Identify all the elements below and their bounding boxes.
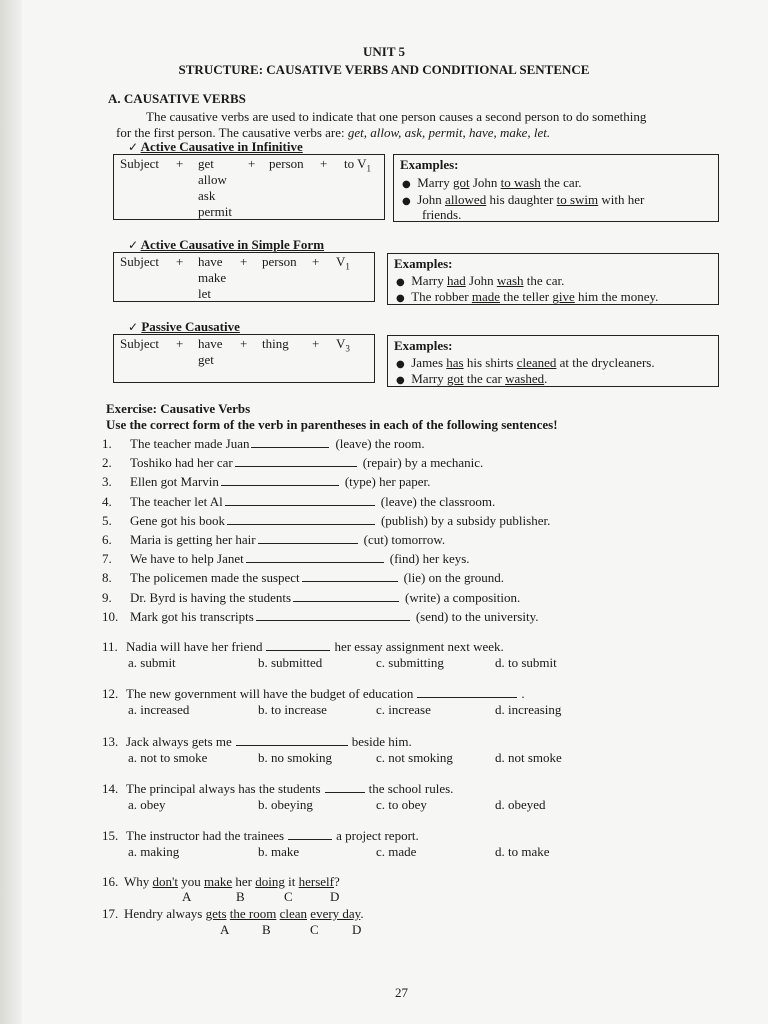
verb-form: to V <box>344 156 367 171</box>
answer-option[interactable]: c. submitting <box>376 655 444 670</box>
item-text: Jack always gets me <box>126 734 232 749</box>
verb: allow <box>198 172 227 187</box>
item-text: Nadia will have her friend <box>126 639 263 654</box>
exercise-item <box>102 551 470 567</box>
bullet-icon: ● <box>402 196 411 207</box>
exercise-item <box>102 494 495 510</box>
verb-form: V <box>336 254 346 269</box>
item-text: The teacher let Al <box>130 493 223 509</box>
text: Why <box>124 874 153 889</box>
text: ? <box>334 874 340 889</box>
mc-item <box>102 686 525 702</box>
answer-blank[interactable] <box>225 495 375 506</box>
plus: + <box>176 156 184 171</box>
box2-example-1 <box>396 273 564 289</box>
option-letter: B <box>236 889 245 904</box>
underlined-word: gets <box>205 906 227 921</box>
answer-option[interactable]: a. not to smoke <box>128 750 208 765</box>
text: allowed <box>445 192 487 207</box>
verb: have <box>198 336 223 351</box>
text: wash <box>496 273 524 288</box>
binding-shadow <box>0 0 22 1024</box>
plus: + <box>176 336 184 351</box>
box1-formula <box>113 154 385 220</box>
answer-blank[interactable] <box>325 782 365 793</box>
box2-examples <box>387 253 719 305</box>
answer-blank[interactable] <box>417 687 517 698</box>
box3-subject: Subject <box>120 336 159 351</box>
check-icon: ✓ <box>128 320 139 334</box>
answer-blank[interactable] <box>227 514 375 525</box>
item-text-after: (leave) the classroom. <box>380 493 496 509</box>
option-letter: A <box>182 889 192 904</box>
answer-blank[interactable] <box>258 533 358 544</box>
option-letter: D <box>352 922 362 937</box>
box2-verb-form <box>336 254 350 272</box>
exercise-instruction: Use the correct form of the verb in parentheses in each of the following sentences! <box>106 417 558 432</box>
check-icon: ✓ <box>128 238 139 252</box>
verb: get <box>198 352 214 367</box>
answer-option[interactable]: b. obeying <box>258 797 313 812</box>
item-text-after: the school rules. <box>368 781 454 796</box>
answer-blank[interactable] <box>251 437 329 448</box>
verb-sub: 1 <box>366 163 372 174</box>
text: the car <box>463 371 506 386</box>
box1-title: Active Causative in Infinitive <box>140 139 303 154</box>
item-number: 3. <box>102 474 112 490</box>
exercise-item <box>102 532 445 548</box>
box1-example-1 <box>402 175 582 191</box>
answer-option[interactable]: b. no smoking <box>258 750 333 765</box>
box3-heading <box>128 319 240 335</box>
box3-verb-form <box>336 336 350 354</box>
answer-option[interactable]: a. obey <box>128 797 166 812</box>
text: got <box>452 175 470 190</box>
text: made <box>471 289 501 304</box>
box1-person: person <box>269 156 304 171</box>
underlined-word: every day <box>310 906 361 921</box>
box1-examples <box>393 154 719 222</box>
plus: + <box>240 336 248 351</box>
item-text: Maria is getting her hair <box>130 532 256 547</box>
answer-blank[interactable] <box>266 640 330 651</box>
verb: get <box>198 156 214 171</box>
answer-option[interactable]: b. submitted <box>258 655 323 670</box>
text: at the drycleaners. <box>556 355 655 370</box>
mc-item <box>102 781 453 797</box>
box1-example-2 <box>402 192 644 208</box>
text: you <box>178 874 204 889</box>
answer-option[interactable]: d. not smoke <box>495 750 562 765</box>
exercise-title: Exercise: Causative Verbs <box>106 401 251 416</box>
text: has <box>446 355 464 370</box>
item-text-after: (publish) by a subsidy publisher. <box>380 512 551 528</box>
verb-sub: 3 <box>345 343 350 354</box>
page-title: STRUCTURE: CAUSATIVE VERBS AND CONDITIONAL SENTENCE <box>178 62 590 77</box>
answer-option[interactable]: c. increase <box>376 702 431 717</box>
mc-item <box>102 639 504 655</box>
mc-item <box>102 828 419 844</box>
item-number: 7. <box>102 551 112 567</box>
verb: have <box>198 254 223 269</box>
box3-example-2 <box>396 371 547 387</box>
examples-label: Examples: <box>394 338 453 353</box>
item-text-after: (type) her paper. <box>344 474 431 490</box>
answer-option[interactable]: d. to make <box>495 844 550 859</box>
underlined-word: doing <box>255 874 285 889</box>
text: Hendry always <box>124 906 206 921</box>
answer-option[interactable]: c. to obey <box>376 797 427 812</box>
item-text: Gene got his book <box>130 512 225 528</box>
text: James <box>411 355 447 370</box>
item-number: 8. <box>102 570 112 586</box>
exercise-item <box>102 590 520 606</box>
item-number: 14. <box>102 781 119 796</box>
text: John <box>417 192 446 207</box>
item-number: 9. <box>102 589 112 605</box>
box3-formula <box>113 334 375 383</box>
text: got <box>446 371 464 386</box>
underlined-word: clean <box>279 906 308 921</box>
page-number: 27 <box>395 985 408 1000</box>
item-text-after: (lie) on the ground. <box>403 570 505 586</box>
answer-option[interactable]: c. made <box>376 844 417 859</box>
plus: + <box>240 254 248 269</box>
option-letter: D <box>330 889 340 904</box>
intro-plain: for the first person. The causative verbs are: <box>116 125 345 140</box>
exercise-item <box>102 513 550 529</box>
item-text-after: (leave) the room. <box>335 436 425 451</box>
text: had <box>446 273 466 288</box>
item-number: 1. <box>102 436 112 451</box>
verb: let <box>198 286 211 301</box>
item-text: The policemen made the suspect <box>130 570 300 586</box>
answer-blank[interactable] <box>256 610 410 621</box>
text: his daughter <box>486 192 557 207</box>
text: the car. <box>540 175 582 190</box>
answer-blank[interactable] <box>221 475 339 486</box>
box2-title: Active Causative in Simple Form <box>140 237 325 252</box>
underlined-word: don't <box>152 874 178 889</box>
item-text-after: (cut) tomorrow. <box>363 532 446 547</box>
plus: + <box>176 254 184 269</box>
exercise-item <box>102 570 504 586</box>
verb: make <box>198 270 227 285</box>
text: it <box>284 874 299 889</box>
box2-example-2 <box>396 289 658 305</box>
answer-option[interactable]: a. making <box>128 844 180 859</box>
exercise-item <box>102 455 483 471</box>
answer-option[interactable]: c. not smoking <box>376 750 453 765</box>
item-number: 12. <box>102 686 119 701</box>
underlined-word: the room <box>229 906 277 921</box>
item-text: We have to help Janet <box>130 551 244 567</box>
exercise-item <box>102 474 430 490</box>
text: Marry <box>417 175 453 190</box>
box3-examples <box>387 335 719 387</box>
verb: permit <box>198 204 232 219</box>
answer-option[interactable]: b. make <box>258 844 300 859</box>
plus: + <box>320 156 328 171</box>
answer-blank[interactable] <box>302 571 398 582</box>
verb: ask <box>198 188 216 203</box>
item-number: 5. <box>102 512 112 528</box>
answer-blank[interactable] <box>235 456 357 467</box>
text: . <box>544 371 548 386</box>
text: the car. <box>523 273 565 288</box>
box2-person: person <box>262 254 297 269</box>
answer-option[interactable]: a. increased <box>128 702 190 717</box>
answer-blank[interactable] <box>288 829 332 840</box>
answer-option[interactable]: a. submit <box>128 655 176 670</box>
answer-blank[interactable] <box>236 735 348 746</box>
box2-subject: Subject <box>120 254 159 269</box>
answer-blank[interactable] <box>246 552 384 563</box>
underlined-word: make <box>204 874 233 889</box>
answer-option[interactable]: d. increasing <box>495 702 562 717</box>
plus: + <box>312 336 320 351</box>
item-text-after: (repair) by a mechanic. <box>362 455 484 471</box>
bullet-icon: ● <box>396 293 405 304</box>
intro-line-1: The causative verbs are used to indicate that one person causes a second person to do something <box>146 109 647 124</box>
item-number: 13. <box>102 734 119 749</box>
exercise-item <box>102 436 425 452</box>
text: her <box>232 874 256 889</box>
examples-label: Examples: <box>400 157 459 172</box>
bullet-icon: ● <box>396 375 405 386</box>
item-number: 11. <box>102 639 118 654</box>
box2-heading <box>128 237 324 253</box>
text: . <box>360 906 364 921</box>
text: The robber <box>411 289 472 304</box>
text: with her <box>598 192 645 207</box>
item-number: 16. <box>102 874 119 889</box>
item-text: Dr. Byrd is having the students <box>130 589 292 605</box>
text: to wash <box>500 175 541 190</box>
item-text-after: beside him. <box>351 734 412 749</box>
box3-thing: thing <box>262 336 289 351</box>
answer-blank[interactable] <box>293 591 399 602</box>
item-number: 4. <box>102 493 112 509</box>
box3-title: Passive Causative <box>141 319 240 334</box>
text: cleaned <box>516 355 557 370</box>
bullet-icon: ● <box>396 277 405 288</box>
item-text: Mark got his transcripts <box>130 608 254 624</box>
item-text: The new government will have the budget of education <box>126 686 414 701</box>
text: his shirts <box>463 355 517 370</box>
text: give <box>552 289 575 304</box>
item-number: 10. <box>102 608 119 624</box>
examples-label: Examples: <box>394 256 453 271</box>
item-number: 17. <box>102 906 119 921</box>
answer-option[interactable]: d. to submit <box>495 655 557 670</box>
item-number: 6. <box>102 532 112 547</box>
item-text-after: her essay assignment next week. <box>334 639 504 654</box>
item-text: Toshiko had her car <box>130 455 233 471</box>
text: to swim <box>556 192 599 207</box>
item-text: The principal always has the students <box>126 781 321 796</box>
box3-example-1 <box>396 355 655 371</box>
box2-formula <box>113 252 375 302</box>
check-icon: ✓ <box>128 140 139 154</box>
answer-option[interactable]: d. obeyed <box>495 797 546 812</box>
exercise-item <box>102 609 538 625</box>
text: John <box>469 175 501 190</box>
box1-example-2-cont: friends. <box>422 207 462 222</box>
item-text: The teacher made Juan <box>130 436 250 451</box>
text: him the money. <box>574 289 659 304</box>
text: the teller <box>500 289 553 304</box>
box1-heading <box>128 139 303 155</box>
option-letter: A <box>220 922 230 937</box>
text: John <box>465 273 497 288</box>
section-a-heading: A. CAUSATIVE VERBS <box>108 91 246 106</box>
item-text-after: (send) to the university. <box>415 608 539 624</box>
item-text-after: a project report. <box>336 828 419 843</box>
underlined-word: herself <box>298 874 334 889</box>
bullet-icon: ● <box>396 359 405 370</box>
option-letter: C <box>284 889 293 904</box>
bullet-icon: ● <box>402 179 411 190</box>
verb-sub: 1 <box>345 261 350 272</box>
error-item-17 <box>102 906 364 922</box>
item-text-after: . <box>521 686 525 701</box>
text: Marry <box>411 371 447 386</box>
intro-italic: get, allow, ask, permit, have, make, let. <box>347 125 551 140</box>
text: washed <box>505 371 545 386</box>
unit-label: UNIT 5 <box>362 44 406 59</box>
error-item-16 <box>102 874 340 890</box>
plus: + <box>248 156 256 171</box>
answer-option[interactable]: b. to increase <box>258 702 327 717</box>
text: Marry <box>411 273 447 288</box>
item-number: 15. <box>102 828 119 843</box>
option-letter: C <box>310 922 319 937</box>
box1-subject: Subject <box>120 156 159 171</box>
mc-item <box>102 734 412 750</box>
plus: + <box>312 254 320 269</box>
item-number: 2. <box>102 455 112 471</box>
item-text: Ellen got Marvin <box>130 474 219 490</box>
option-letter: B <box>262 922 271 937</box>
item-text-after: (write) a composition. <box>405 589 521 605</box>
item-text: The instructor had the trainees <box>126 828 285 843</box>
box1-verb-form <box>344 156 371 174</box>
verb-form: V <box>336 336 346 351</box>
item-text-after: (find) her keys. <box>389 551 470 567</box>
